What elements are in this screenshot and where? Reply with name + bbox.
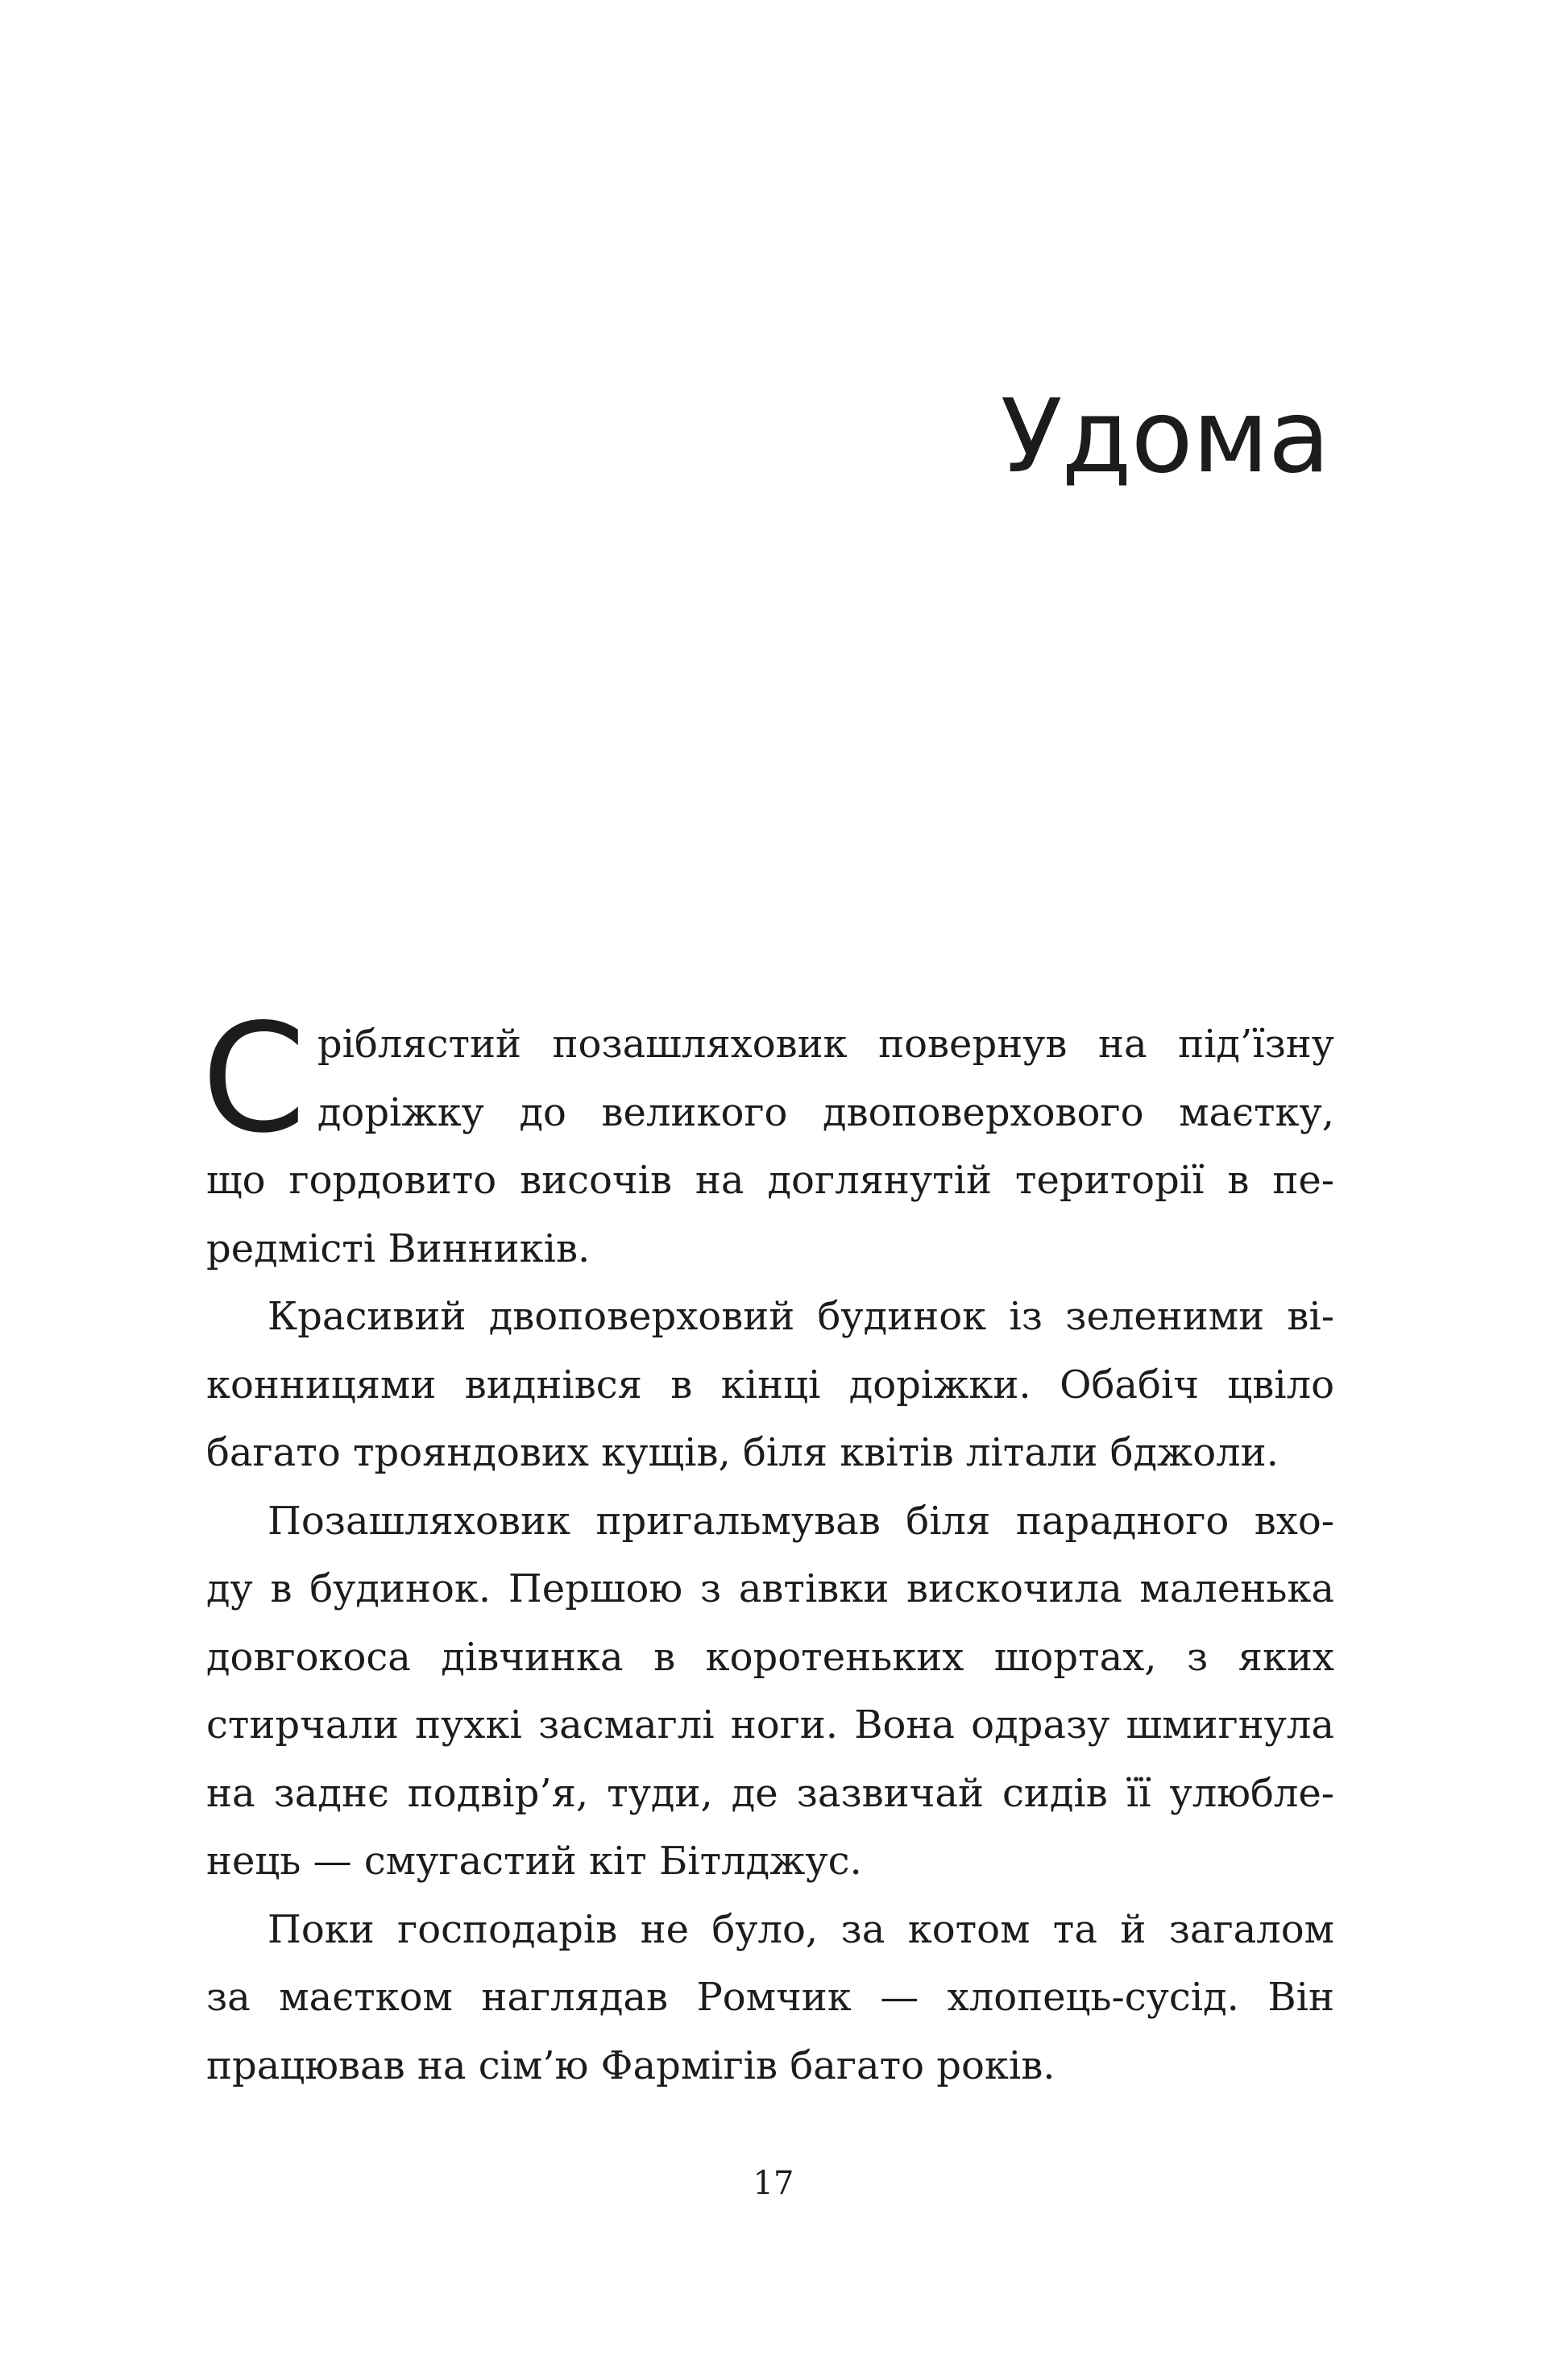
text-line: ріблястий позашляховик повернув на під’їзну bbox=[317, 1022, 1334, 1067]
body-text bbox=[201, 991, 1334, 2100]
text-line: стирчали пухкі засмаглі ноги. Вона одразу шмигнула bbox=[206, 1702, 1334, 1748]
text-line: за маєтком наглядав Ромчик — хлопець-сусід. Він bbox=[206, 1975, 1334, 2020]
text-line: конницями виднівся в кінці доріжки. Обабіч цвіло bbox=[206, 1362, 1334, 1408]
text-line: Поки господарів не було, за котом та й загалом bbox=[268, 1906, 1334, 1952]
paragraph-2 bbox=[206, 1283, 1334, 1487]
text-line: редмісті Винників. bbox=[206, 1225, 591, 1271]
text-line: ду в будинок. Першою з автівки вискочила маленька bbox=[206, 1566, 1334, 1611]
text-line: доріжку до великого двоповерхового маєтку, bbox=[317, 1089, 1334, 1135]
text-line: на заднє подвір’я, туди, де зазвичай сидів її улюбле- bbox=[206, 1770, 1334, 1816]
text-line: Позашляховик пригальмував біля парадного вхо- bbox=[268, 1498, 1334, 1544]
page-number: 17 bbox=[753, 2165, 794, 2202]
text-line: довгокоса дівчинка в коротеньких шортах, з яких bbox=[206, 1634, 1334, 1680]
paragraph-4 bbox=[206, 1896, 1334, 2100]
text-line: нець — смугастий кіт Бітлджус. bbox=[206, 1839, 862, 1884]
text-line: Красивий двоповерховий будинок із зеленими ві- bbox=[268, 1294, 1334, 1339]
text-line: працював на сім’ю Фармігів багато років. bbox=[206, 2042, 1056, 2088]
text-line: що гордовито височів на доглянутій території в пе- bbox=[206, 1158, 1334, 1203]
chapter-title: Удома bbox=[1000, 377, 1329, 495]
drop-cap: С bbox=[201, 991, 306, 1166]
paragraph-3 bbox=[206, 1487, 1334, 1896]
text-line: багато трояндових кущів, біля квітів літали бджоли. bbox=[206, 1430, 1279, 1475]
paragraph-1 bbox=[201, 991, 1334, 1283]
